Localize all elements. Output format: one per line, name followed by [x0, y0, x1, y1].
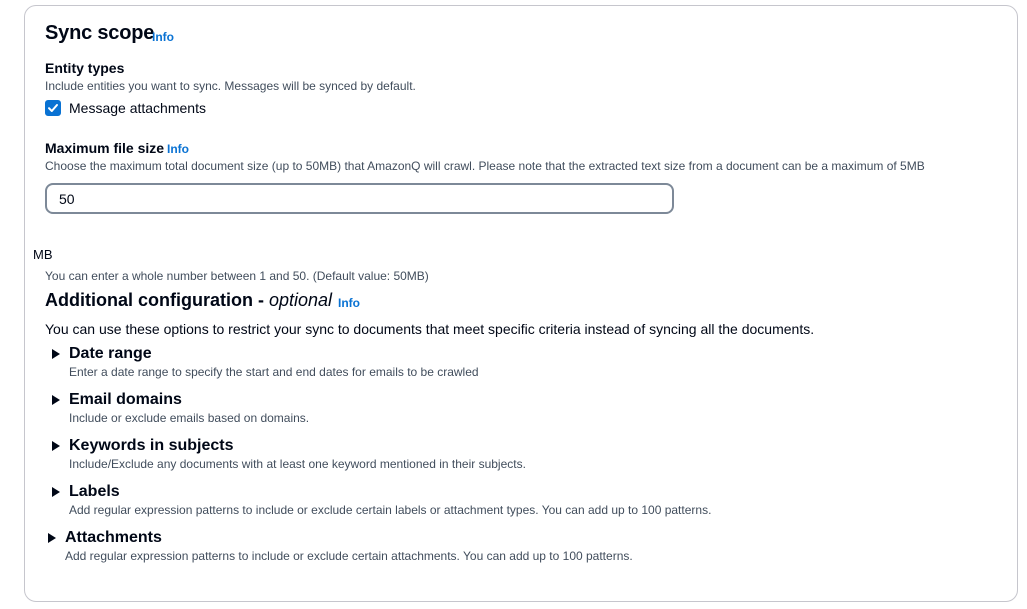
max-file-size-label: Maximum file size — [45, 140, 165, 156]
max-file-size-description: Choose the maximum total document size (up to 50MB) that AmazonQ will crawl. Please note that the extracted text size from a document can be a maximum of 5MB — [45, 159, 925, 173]
max-file-size-info-link[interactable]: Info — [167, 142, 189, 156]
expandable-description: Include or exclude emails based on domains. — [69, 411, 310, 425]
additional-title-main: Additional configuration - — [45, 290, 269, 310]
caret-right-icon — [52, 395, 60, 405]
expandable-description: Add regular expression patterns to include or exclude certain attachments. You can add up to 100 patterns. — [65, 549, 633, 563]
checkmark-icon — [47, 102, 59, 114]
sync-scope-info-link[interactable]: Info — [152, 30, 174, 44]
section-title-additional-configuration — [45, 290, 332, 311]
message-attachments-label[interactable]: Message attachments — [69, 100, 206, 116]
expandable-title[interactable]: Labels — [69, 483, 120, 500]
additional-config-description: You can use these options to restrict your sync to documents that meet specific criteria instead of syncing all the documents. — [45, 321, 815, 337]
entity-types-description: Include entities you want to sync. Messages will be synced by default. — [45, 79, 416, 93]
expandable-description: Add regular expression patterns to include or exclude certain labels or attachment types. You can add up to 100 patterns. — [69, 503, 712, 517]
max-file-size-unit: MB — [33, 247, 53, 262]
expandable-title[interactable]: Keywords in subjects — [69, 437, 234, 454]
expandable-description: Include/Exclude any documents with at least one keyword mentioned in their subjects. — [69, 457, 526, 471]
caret-right-icon — [52, 487, 60, 497]
expandable-description: Enter a date range to specify the start and end dates for emails to be crawled — [69, 365, 479, 379]
caret-right-icon — [48, 533, 56, 543]
expandable-title[interactable]: Attachments — [65, 529, 162, 546]
additional-title-optional: optional — [268, 290, 333, 310]
max-file-size-constraint: You can enter a whole number between 1 and 50. (Default value: 50MB) — [45, 269, 429, 283]
expandable-title[interactable]: Date range — [69, 345, 152, 362]
message-attachments-checkbox[interactable] — [45, 100, 61, 116]
caret-right-icon — [52, 441, 60, 451]
max-file-size-input[interactable] — [45, 183, 674, 214]
caret-right-icon — [52, 349, 60, 359]
section-title-sync-scope: Sync scope — [45, 22, 155, 44]
expandable-title[interactable]: Email domains — [69, 391, 182, 408]
entity-types-label: Entity types — [45, 60, 125, 76]
additional-config-info-link[interactable]: Info — [338, 296, 360, 310]
